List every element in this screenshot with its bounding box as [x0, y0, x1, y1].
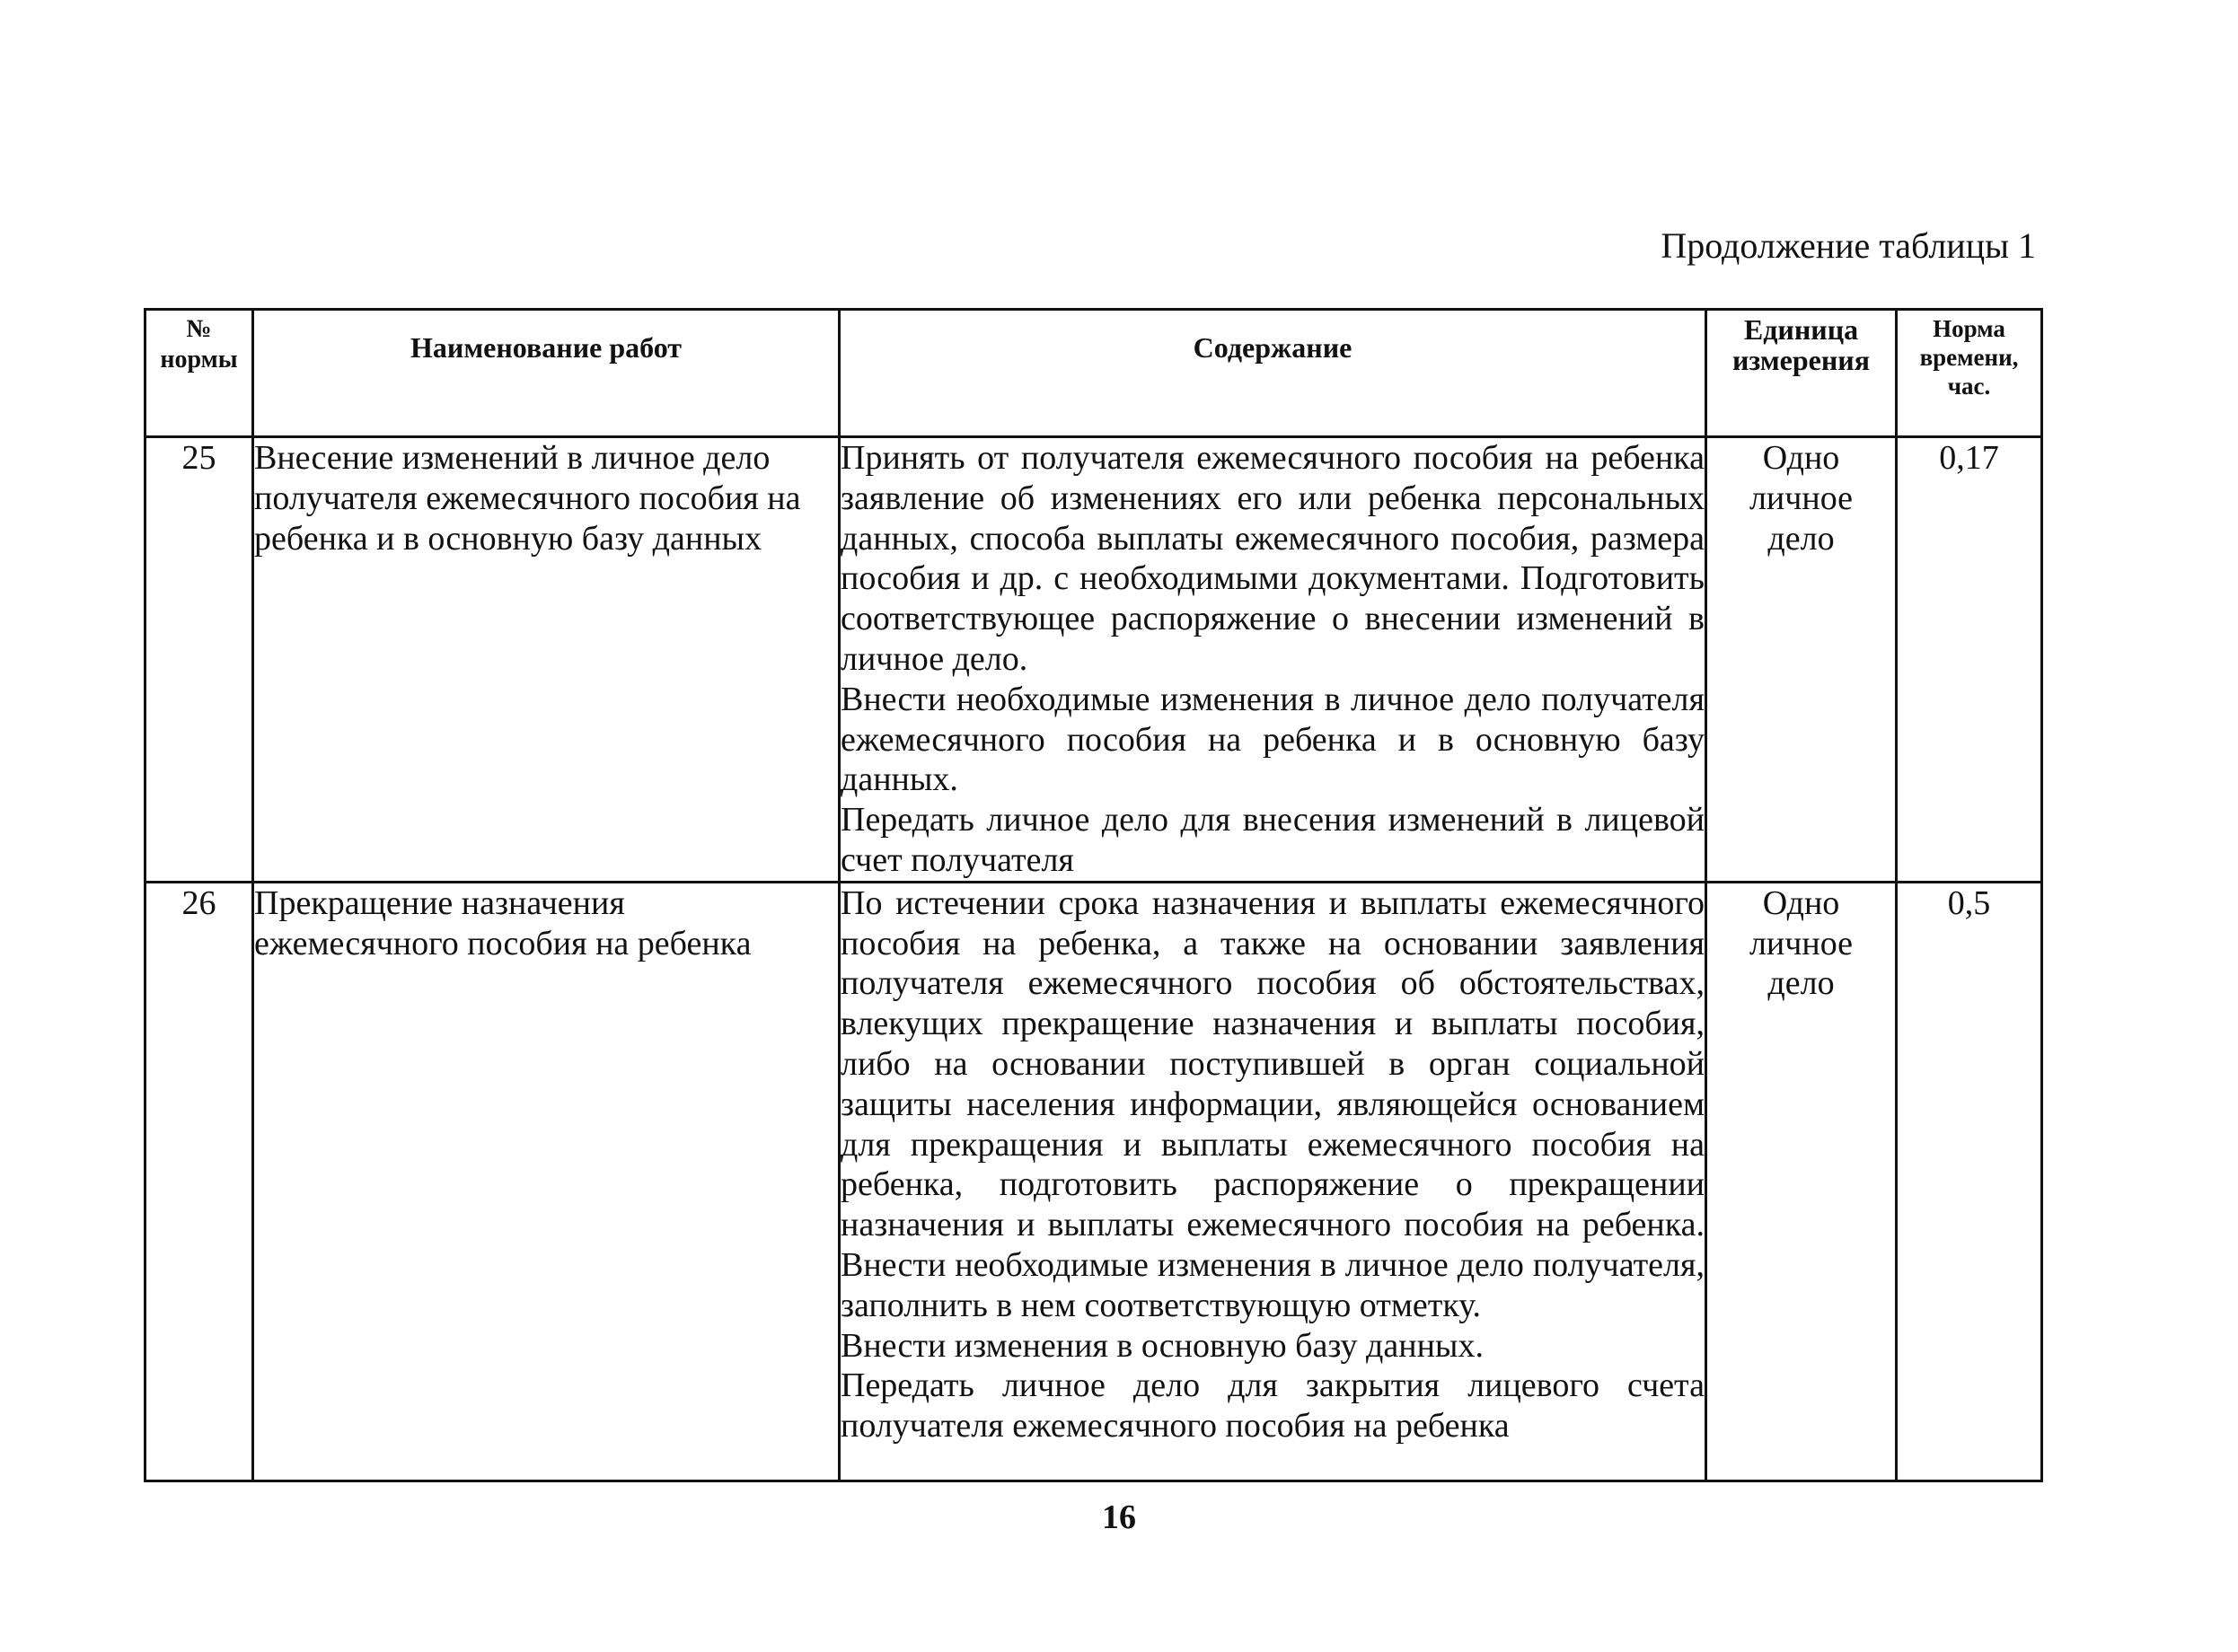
header-content: Содержание	[840, 310, 1706, 437]
content-paragraph: Передать личное дело для внесения изменений в лицевой счет получателя	[841, 801, 1705, 879]
table-row	[145, 437, 2042, 883]
time-norm-cell: 0,17	[1897, 437, 2042, 883]
content-paragraph: Внести необходимые изменения в личное дело получателя ежемесячного пособия на ребенка и в основную базу данных.	[841, 680, 1705, 799]
table-row	[145, 882, 2042, 1481]
header-row	[145, 310, 2042, 437]
unit-cell	[1706, 437, 1897, 883]
work-name-cell: Внесение изменений в личное дело получателя ежемесячного пособия на ребенка и в основную базу данных	[253, 437, 840, 883]
time-norm-cell: 0,5	[1897, 882, 2042, 1481]
unit-line: Одно	[1762, 883, 1840, 922]
header-norm-number: № нормы	[145, 310, 253, 437]
page-number: 16	[1102, 1498, 1136, 1536]
table-continuation-label: Продолжение таблицы 1	[1661, 225, 2036, 266]
content-paragraph: Принять от получателя ежемесячного пособия на ребенка заявление об изменениях его или ребенка персональных данных, способа выплаты ежемесячного пособия, размера пособия и др. с необходимыми документами. Подготовить соответствующее распоряжение о внесении изменений в личное дело.	[841, 439, 1705, 678]
unit-line: личное	[1749, 924, 1854, 962]
content-paragraph: Внести изменения в основную базу данных.	[841, 1326, 1484, 1365]
unit-line: дело	[1767, 519, 1835, 558]
unit-line: Одно	[1762, 439, 1840, 477]
header-time-norm: Норма времени, час.	[1897, 310, 2042, 437]
norms-table	[144, 308, 2043, 1482]
unit-line: дело	[1767, 964, 1835, 1003]
norm-number-cell: 25	[145, 437, 253, 883]
work-name-cell: Прекращение назначения ежемесячного пособия на ребенка	[253, 882, 840, 1481]
content-paragraph: Передать личное дело для закрытия лицевого счета получателя ежемесячного пособия на ребенка	[841, 1366, 1705, 1446]
content-paragraph: По истечении срока назначения и выплаты ежемесячного пособия на ребенка, а также на основании заявления получателя ежемесячного пособия об обстоятельствах, влекущих прекращение назначения и выплаты пособия, либо на основании поступившей в орган социальной защиты населения информации, являющейся основанием для прекращения и выплаты ежемесячного пособия на ребенка, подготовить распоряжение о прекращении назначения и выплаты ежемесячного пособия на ребенка. Внести необходимые изменения в личное дело получателя, заполнить в нем соответствующую отметку.	[841, 883, 1705, 1324]
header-unit: Единица измерения	[1706, 310, 1897, 437]
unit-line: личное	[1749, 479, 1854, 517]
content-cell	[840, 882, 1706, 1481]
norm-number-cell: 26	[145, 882, 253, 1481]
table-header	[145, 310, 2042, 437]
unit-cell	[1706, 882, 1897, 1481]
content-cell	[840, 437, 1706, 883]
table-body	[145, 437, 2042, 1481]
header-work-name: Наименование работ	[253, 310, 840, 437]
